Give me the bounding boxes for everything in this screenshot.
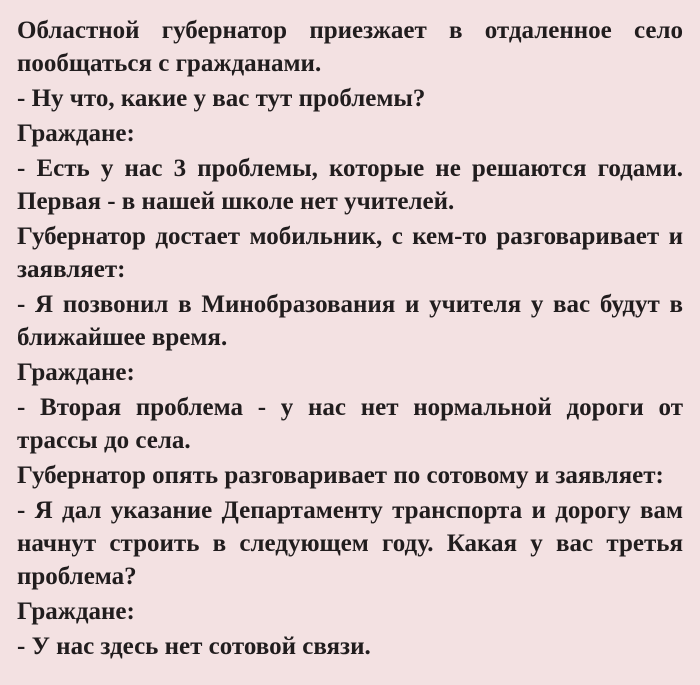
joke-line: Граждане: [17, 120, 135, 147]
joke-line: - Есть у нас 3 проблемы, которые не решаются годами. [17, 155, 683, 182]
joke-line: - У нас здесь нет сотовой связи. [17, 633, 371, 660]
joke-paragraph-citizens-label-2 [17, 356, 683, 389]
joke-line: Губернатор опять разговаривает по сотовому и заявляет: [17, 462, 664, 489]
joke-line: Первая - в нашей школе нет учителей. [17, 188, 455, 215]
joke-line: Областной губернатор приезжает в отдаленное село [17, 17, 683, 44]
joke-paragraph-education-answer [17, 288, 683, 354]
joke-line: Граждане: [17, 598, 135, 625]
joke-paragraph-punchline [17, 630, 683, 663]
joke-paragraph-citizens-label [17, 117, 683, 150]
joke-paragraph-intro [17, 14, 683, 80]
joke-line: - Вторая проблема - у нас нет нормальной дороги от [17, 394, 683, 421]
joke-line: проблема? [17, 563, 137, 590]
joke-paragraph-governor-phone-1 [17, 220, 683, 286]
joke-line: - Ну что, какие у вас тут проблемы? [17, 85, 426, 112]
joke-line: - Я дал указание Департаменту транспорта и дорогу вам [17, 497, 683, 524]
joke-line: заявляет: [17, 256, 126, 283]
joke-line: пообщаться с гражданами. [17, 50, 322, 77]
joke-paragraph-citizens-label-3 [17, 595, 683, 628]
joke-paragraph-governor-question [17, 82, 683, 115]
joke-paragraph-second-problem [17, 391, 683, 457]
joke-line: Губернатор достает мобильник, с кем-то разговаривает и [17, 223, 683, 250]
joke-paragraph-transport-answer [17, 494, 683, 593]
joke-line: Граждане: [17, 359, 135, 386]
joke-line: трассы до села. [17, 427, 191, 454]
joke-line: ближайшее время. [17, 324, 228, 351]
joke-line: - Я позвонил в Минобразования и учителя у вас будут в [17, 291, 683, 318]
joke-paragraph-first-problem [17, 152, 683, 218]
joke-line: начнут строить в следующем году. Какая у вас третья [17, 530, 683, 557]
joke-paragraph-governor-phone-2 [17, 459, 683, 492]
